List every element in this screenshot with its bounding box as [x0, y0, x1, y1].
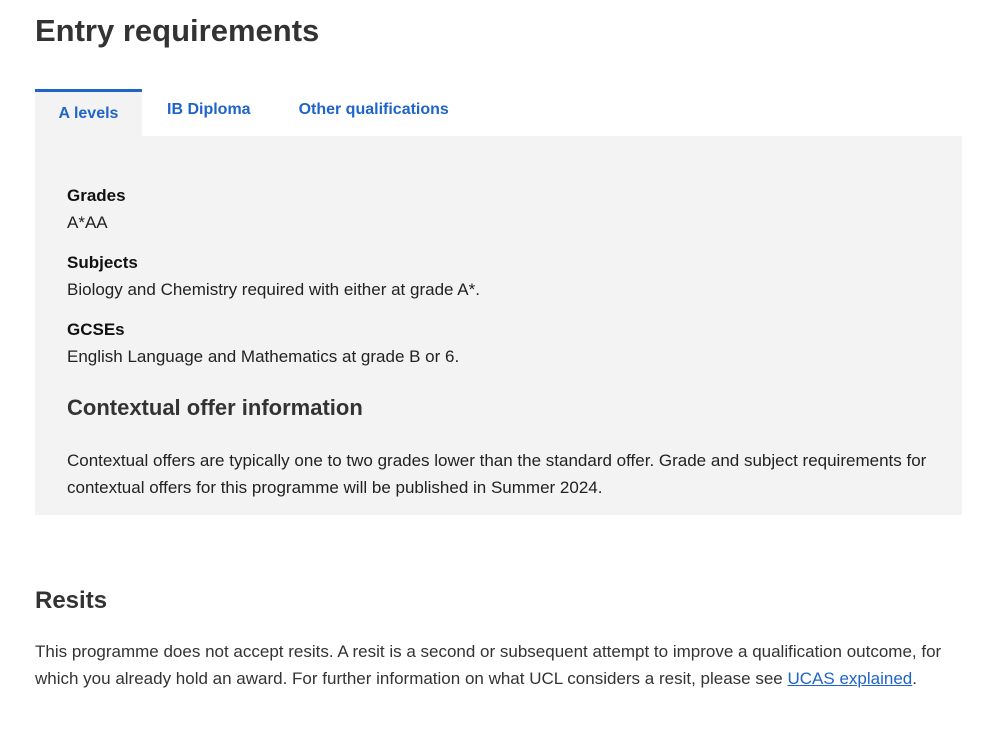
ucas-explained-link[interactable]: UCAS explained	[787, 669, 913, 688]
grades-value: A*AA	[67, 213, 108, 232]
gcses-label: GCSEs	[67, 320, 125, 339]
contextual-offer-text: Contextual offers are typically one to two grades lower than the standard offer. Grade and subject requirements for contextual offers for this programme will be published in Summer 2024.	[67, 451, 927, 497]
tab-ib-diploma[interactable]: IB Diploma	[167, 101, 251, 118]
resits-heading: Resits	[35, 587, 108, 614]
tab-other-qualifications[interactable]: Other qualifications	[298, 101, 449, 118]
qualification-tabs	[35, 89, 449, 136]
resits-text	[35, 638, 945, 692]
resits-trailing: .	[912, 669, 917, 688]
page-title: Entry requirements	[35, 13, 320, 48]
contextual-offer-heading: Contextual offer information	[67, 395, 363, 420]
gcses-value: English Language and Mathematics at grade B or 6.	[67, 347, 460, 366]
grades-label: Grades	[67, 186, 126, 205]
resits-body: This programme does not accept resits. A resit is a second or subsequent attempt to improve a qualification outcome, for which you already hold an award. For further information on what UCL considers a resit, please see	[35, 642, 942, 688]
panel-content	[67, 185, 927, 501]
tab-a-levels[interactable]: A levels	[35, 89, 142, 136]
subjects-value: Biology and Chemistry required with either at grade A*.	[67, 280, 480, 299]
subjects-label: Subjects	[67, 253, 138, 272]
a-levels-panel	[35, 136, 962, 515]
